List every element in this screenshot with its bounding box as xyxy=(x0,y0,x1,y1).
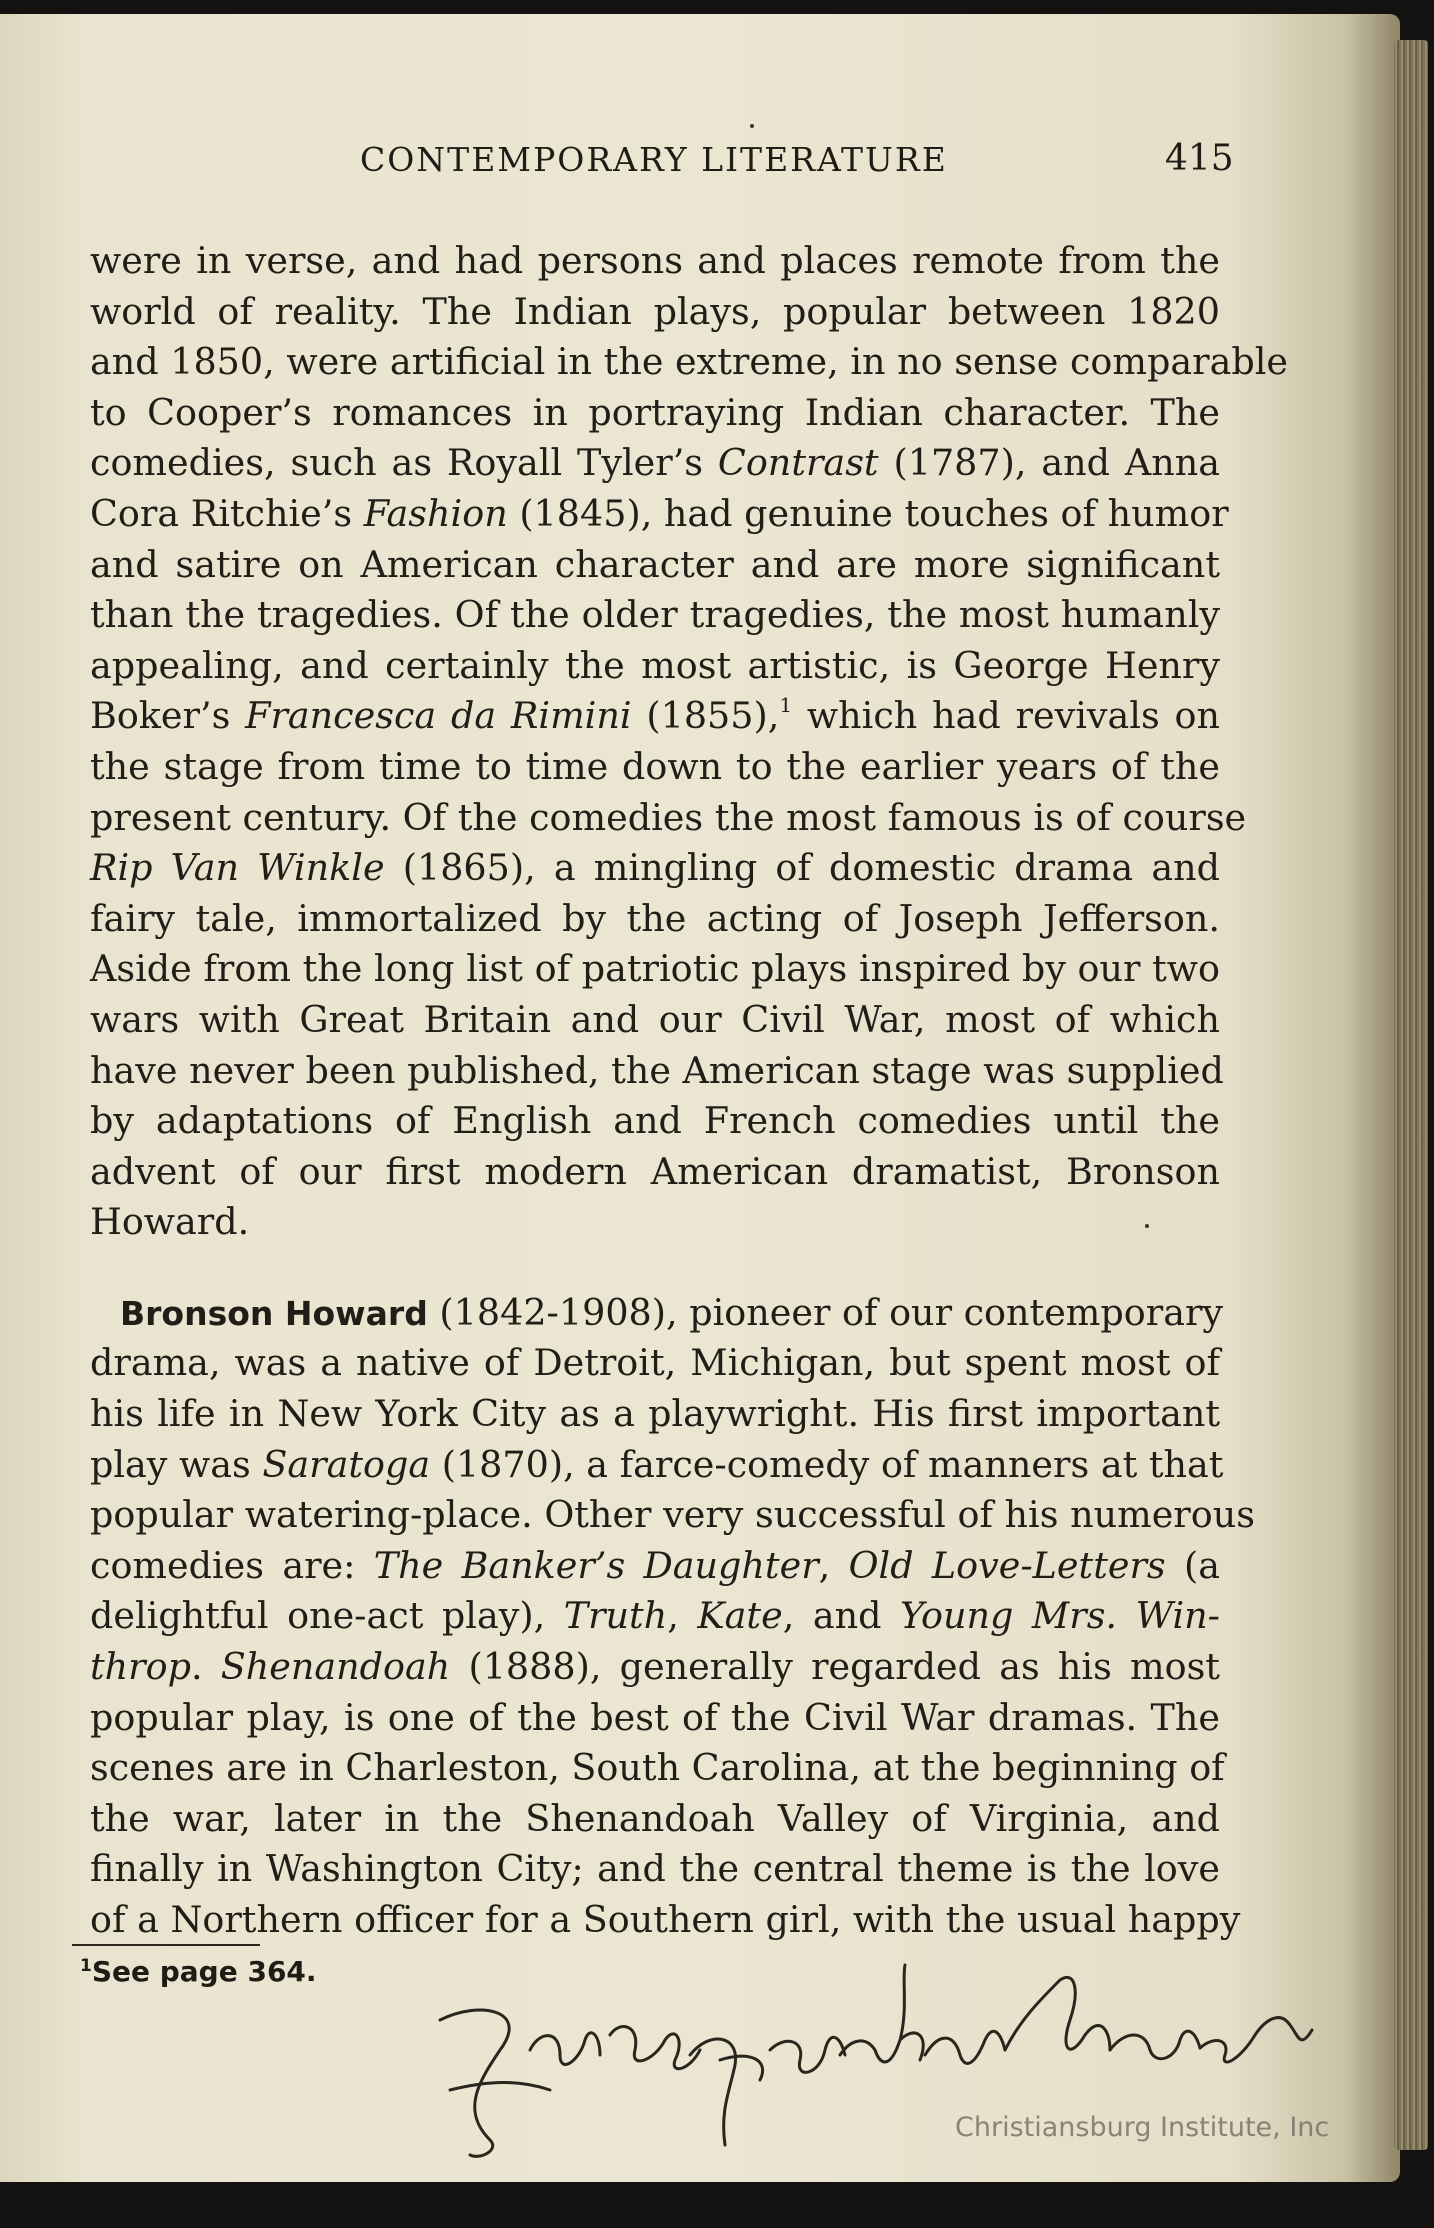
handwritten-signature xyxy=(420,1940,1320,2180)
body-text xyxy=(90,236,1288,1946)
text-line: than the tragedies. Of the older tragedies, the most humanly xyxy=(90,593,1220,637)
text-line: have never been published, the American stage was supplied xyxy=(90,1048,1224,1092)
heading-bronson-howard: Bronson Howard xyxy=(120,1293,428,1333)
text-line: were in verse, and had persons and places remote from the xyxy=(90,239,1220,282)
page-edges xyxy=(1394,40,1428,2150)
text-line: comedies are: The Banker’s Daughter, Old Love-Letters (a xyxy=(90,1543,1220,1587)
text-line: play was Saratoga (1870), a farce-comedy of manners at that xyxy=(90,1442,1224,1486)
text-line: Boker’s Francesca da Rimini (1855),$^1$ which had revivals on xyxy=(90,693,1220,738)
text-line: wars with Great Britain and our Civil War, most of which xyxy=(90,997,1220,1041)
title-contrast: Contrast xyxy=(717,441,879,485)
text-line: scenes are in Charleston, South Carolina, at the beginning of xyxy=(90,1746,1225,1790)
title-francesca: Francesca da Rimini xyxy=(245,694,632,738)
title-rip-van-winkle: Rip Van Winkle xyxy=(90,846,385,890)
text-line: Cora Ritchie’s Fashion (1845), had genuine touches of humor xyxy=(90,491,1229,535)
footnote-ref: 1 xyxy=(779,693,793,718)
paper-speck xyxy=(750,124,754,128)
paper-speck xyxy=(1145,1224,1149,1228)
text-line: advent of our first modern American dramatist, Bronson xyxy=(90,1149,1220,1193)
text-line: drama, was a native of Detroit, Michigan, but spent most of xyxy=(90,1341,1220,1385)
text-line: of a Northern officer for a Southern girl, with the usual happy xyxy=(90,1898,1241,1941)
text-line: delightful one-act play), Truth, Kate, and Young Mrs. Win- xyxy=(90,1594,1220,1638)
footnote-marker: 1 xyxy=(80,1956,92,1976)
running-head: CONTEMPORARY LITERATURE xyxy=(360,140,948,179)
footnote xyxy=(80,1955,317,1988)
text-line: comedies, such as Royall Tyler’s Contrast (1787), and Anna xyxy=(90,441,1220,485)
text-line: his life in New York City as a playwright. His first important xyxy=(90,1392,1220,1436)
text-line: present century. Of the comedies the most famous is of course xyxy=(90,795,1247,839)
text-line: the stage from time to time down to the earlier years of the xyxy=(90,744,1220,788)
text-line: and satire on American character and are more significant xyxy=(90,542,1220,586)
text-line: Aside from the long list of patriotic plays inspired by our two xyxy=(90,947,1220,991)
text-line: Rip Van Winkle (1865), a mingling of domestic drama and xyxy=(90,846,1220,890)
watermark-text: Christiansburg Institute, Inc xyxy=(955,2112,1330,2143)
title-fashion: Fashion xyxy=(363,491,508,535)
text-line: to Cooper’s romances in portraying Indian character. The xyxy=(90,390,1220,434)
text-line: by adaptations of English and French comedies until the xyxy=(90,1099,1220,1143)
footnote-rule xyxy=(72,1944,260,1946)
text-line: popular play, is one of the best of the Civil War dramas. The xyxy=(90,1695,1220,1739)
text-line: Bronson Howard (1842-1908), pioneer of our contemporary xyxy=(120,1290,1224,1334)
page-number: 415 xyxy=(1165,138,1234,179)
text-line: appealing, and certainly the most artistic, is George Henry xyxy=(90,643,1220,687)
text-line: and 1850, were artificial in the extreme, in no sense comparable xyxy=(90,340,1288,384)
text-line: popular watering-place. Other very successful of his numerous xyxy=(90,1493,1255,1537)
text-line: fairy tale, immortalized by the acting of Joseph Jefferson. xyxy=(90,896,1220,940)
text-line: the war, later in the Shenandoah Valley of Virginia, and xyxy=(90,1796,1220,1840)
footnote-text: See page 364. xyxy=(91,1955,317,1988)
text-line: finally in Washington City; and the central theme is the love xyxy=(90,1847,1220,1891)
text-line: world of reality. The Indian plays, popular between 1820 xyxy=(90,289,1220,333)
text-line: Howard. xyxy=(90,1200,250,1244)
text-line: throp. Shenandoah (1888), generally regarded as his most xyxy=(90,1645,1220,1689)
